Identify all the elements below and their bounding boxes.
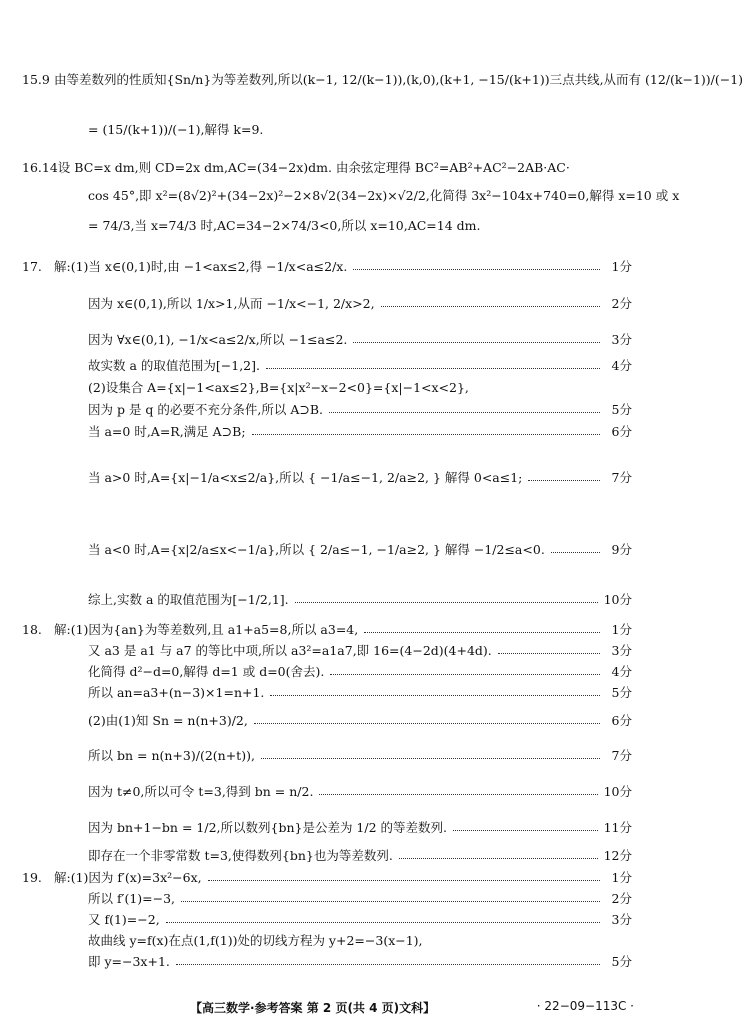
answer-text: 又 a3 是 a1 与 a7 的等比中项,所以 a3²=a1a7,即 16=(4−2d)(4+4d). xyxy=(88,643,492,658)
answer-line xyxy=(22,868,632,886)
answer-line xyxy=(22,356,632,374)
answer-text: 由等差数列的性质知{Sn/n}为等差数列,所以(k−1, 12/(k−1)),(k,0),(k+1, −15/(k+1))三点共线,从而有 (12/(k−1))/(−1) xyxy=(54,72,743,87)
answer-text: (2)由(1)知 Sn = n(n+3)/2, xyxy=(88,713,248,728)
dot-leader xyxy=(270,694,600,696)
answer-text: 故曲线 y=f(x)在点(1,f(1))处的切线方程为 y+2=−3(x−1), xyxy=(88,933,423,948)
answer-line xyxy=(22,468,632,486)
score-label: 5分 xyxy=(611,685,632,700)
answer-text: 解:(1)因为 f′(x)=3x²−6x, xyxy=(54,870,202,885)
question-number: 18. xyxy=(22,621,42,637)
answer-text: 因为 p 是 q 的必要不充分条件,所以 A⊃B. xyxy=(88,402,324,417)
dot-leader xyxy=(254,722,600,724)
score-label: 10分 xyxy=(603,784,632,799)
dot-leader xyxy=(329,411,600,413)
answer-line xyxy=(22,746,632,764)
footer-title: 【高三数学·参考答案 第 2 页(共 4 页)文科】 xyxy=(190,1001,436,1015)
answer-line xyxy=(22,70,743,88)
answer-line xyxy=(22,540,632,558)
answer-line xyxy=(22,590,632,608)
dot-leader xyxy=(319,793,597,795)
score-label: 1分 xyxy=(611,622,632,637)
dot-leader xyxy=(353,268,600,270)
answer-line xyxy=(22,846,632,864)
answer-text: = (15/(k+1))/(−1),解得 k=9. xyxy=(88,122,264,137)
answer-text: 解:(1)当 x∈(0,1)时,由 −1<ax≤2,得 −1/x<a≤2/x. xyxy=(54,259,348,274)
score-label: 7分 xyxy=(611,470,632,485)
answer-text: 因为 ∀x∈(0,1), −1/x<a≤2/x,所以 −1≤a≤2. xyxy=(88,332,348,347)
answer-line xyxy=(22,422,632,440)
dot-leader xyxy=(498,652,600,654)
answer-text: cos 45°,即 x²=(8√2)²+(34−2x)²−2×8√2(34−2x)×√2/2,化简得 3x²−104x+740=0,解得 x=10 或 x xyxy=(88,188,680,203)
score-label: 6分 xyxy=(611,713,632,728)
answer-text: 解:(1)因为{an}为等差数列,且 a1+a5=8,所以 a3=4, xyxy=(54,622,359,637)
answer-line xyxy=(22,158,632,176)
answer-text: 所以 an=a3+(n−3)×1=n+1. xyxy=(88,685,265,700)
footer-code: · 22−09−113C · xyxy=(536,999,634,1013)
dot-leader xyxy=(399,857,598,859)
answer-text: 故实数 a 的取值范围为[−1,2]. xyxy=(88,358,260,373)
score-label: 5分 xyxy=(611,402,632,417)
answer-line xyxy=(22,216,632,234)
score-label: 2分 xyxy=(611,891,632,906)
dot-leader xyxy=(252,433,600,435)
score-label: 2分 xyxy=(611,296,632,311)
question-number: 15.9 xyxy=(22,71,50,87)
score-label: 7分 xyxy=(611,748,632,763)
answer-text: 化简得 d²−d=0,解得 d=1 或 d=0(舍去). xyxy=(88,664,325,679)
dot-leader xyxy=(166,921,600,923)
answer-text: (2)设集合 A={x|−1<ax≤2},B={x|x²−x−2<0}={x|−1<x<2}, xyxy=(88,380,469,395)
dot-leader xyxy=(528,479,600,481)
answer-line xyxy=(22,910,632,928)
answer-line xyxy=(22,400,632,418)
answer-text: 综上,实数 a 的取值范围为[−1/2,1]. xyxy=(88,592,289,607)
answer-line xyxy=(22,257,632,275)
score-label: 3分 xyxy=(611,912,632,927)
answer-line xyxy=(22,378,632,396)
answer-text: 当 a<0 时,A={x|2/a≤x<−1/a},所以 { 2/a≤−1, −1/a≥2, } 解得 −1/2≤a<0. xyxy=(88,542,545,557)
answer-line xyxy=(22,683,632,701)
dot-leader xyxy=(453,829,598,831)
answer-text: 所以 f′(1)=−3, xyxy=(88,891,176,906)
answer-line xyxy=(22,889,632,907)
dot-leader xyxy=(261,757,600,759)
score-label: 6分 xyxy=(611,424,632,439)
dot-leader xyxy=(381,305,600,307)
answer-text: 因为 x∈(0,1),所以 1/x>1,从而 −1/x<−1, 2/x>2, xyxy=(88,296,375,311)
question-number: 19. xyxy=(22,869,42,885)
answer-text: 即存在一个非零常数 t=3,使得数列{bn}也为等差数列. xyxy=(88,848,393,863)
answer-text: 因为 t≠0,所以可令 t=3,得到 bn = n/2. xyxy=(88,784,314,799)
dot-leader xyxy=(353,341,600,343)
score-label: 4分 xyxy=(611,664,632,679)
answer-line xyxy=(22,952,632,970)
score-label: 11分 xyxy=(603,820,632,835)
answer-text: 所以 bn = n(n+3)/(2(n+t)), xyxy=(88,748,255,763)
question-number: 17. xyxy=(22,258,42,274)
answer-text: 当 a>0 时,A={x|−1/a<x≤2/a},所以 { −1/a≤−1, 2/a≥2, } 解得 0<a≤1; xyxy=(88,470,523,485)
score-label: 10分 xyxy=(603,592,632,607)
answer-text: 即 y=−3x+1. xyxy=(88,954,170,969)
score-label: 1分 xyxy=(611,259,632,274)
answer-text: = 74/3,当 x=74/3 时,AC=34−2×74/3<0,所以 x=10,AC=14 dm. xyxy=(88,218,481,233)
answer-line xyxy=(22,662,632,680)
answer-line xyxy=(22,186,680,204)
answer-text: 当 a=0 时,A=R,满足 A⊃B; xyxy=(88,424,246,439)
dot-leader xyxy=(266,367,600,369)
answer-text: 又 f(1)=−2, xyxy=(88,912,160,927)
question-number: 16.14 xyxy=(22,159,58,175)
answer-line xyxy=(22,931,632,949)
dot-leader xyxy=(364,631,600,633)
answer-line xyxy=(22,711,632,729)
answer-line xyxy=(22,620,632,638)
answer-line xyxy=(22,641,632,659)
answer-line xyxy=(22,330,632,348)
dot-leader xyxy=(181,900,600,902)
score-label: 1分 xyxy=(611,870,632,885)
dot-leader xyxy=(176,963,600,965)
score-label: 12分 xyxy=(603,848,632,863)
answer-line xyxy=(22,818,632,836)
answer-line xyxy=(22,294,632,312)
dot-leader xyxy=(330,673,600,675)
score-label: 4分 xyxy=(611,358,632,373)
dot-leader xyxy=(295,601,598,603)
score-label: 5分 xyxy=(611,954,632,969)
answer-line xyxy=(22,782,632,800)
answer-line xyxy=(22,120,632,138)
answer-text: 设 BC=x dm,则 CD=2x dm,AC=(34−2x)dm. 由余弦定理得 BC²=AB²+AC²−2AB·AC· xyxy=(57,160,570,175)
dot-leader xyxy=(208,879,600,881)
score-label: 3分 xyxy=(611,643,632,658)
answer-text: 因为 bn+1−bn = 1/2,所以数列{bn}是公差为 1/2 的等差数列. xyxy=(88,820,447,835)
score-label: 9分 xyxy=(611,542,632,557)
dot-leader xyxy=(551,551,600,553)
score-label: 3分 xyxy=(611,332,632,347)
